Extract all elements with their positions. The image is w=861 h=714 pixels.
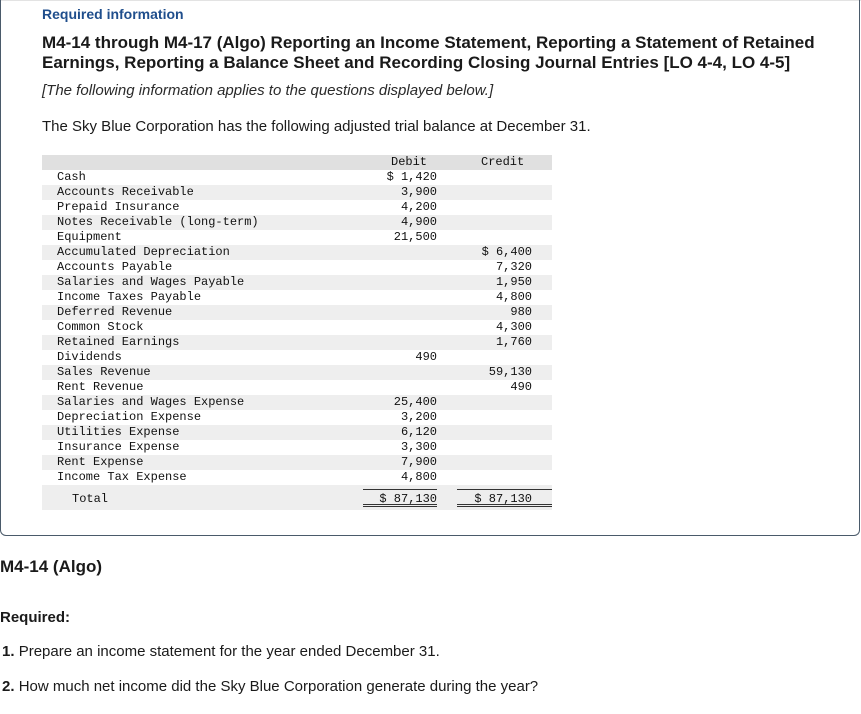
account-name: Deferred Revenue xyxy=(57,305,173,319)
table-row xyxy=(42,185,552,200)
table-row xyxy=(42,455,552,470)
account-name: Prepaid Insurance xyxy=(57,200,180,214)
account-name: Accounts Receivable xyxy=(57,185,194,199)
credit-amount: 7,320 xyxy=(495,260,532,274)
table-row xyxy=(42,215,552,230)
table-row xyxy=(42,260,552,275)
table-row xyxy=(42,335,552,350)
table-row xyxy=(42,350,552,365)
account-name: Notes Receivable (long-term) xyxy=(57,215,259,229)
credit-amount: $ 6,400 xyxy=(481,245,532,259)
table-row xyxy=(42,290,552,305)
account-name: Accounts Payable xyxy=(57,260,173,274)
table-row xyxy=(42,425,552,440)
table-row xyxy=(42,320,552,335)
debit-header: Debit xyxy=(391,155,428,169)
debit-amount: 4,200 xyxy=(400,200,437,214)
credit-amount: 490 xyxy=(510,380,532,394)
debit-amount: 3,200 xyxy=(400,410,437,424)
table-row xyxy=(42,200,552,215)
trial-balance-table xyxy=(42,155,552,510)
total-label: Total xyxy=(72,492,109,506)
account-name: Retained Earnings xyxy=(57,335,180,349)
debit-amount: 490 xyxy=(415,350,437,364)
debit-amount: 21,500 xyxy=(393,230,437,244)
table-row xyxy=(42,410,552,425)
table-row xyxy=(42,440,552,455)
applies-note: [The following information applies to the questions displayed below.] xyxy=(42,82,494,99)
trial-balance-header xyxy=(42,155,552,170)
table-row xyxy=(42,170,552,185)
debit-amount: 3,300 xyxy=(400,440,437,454)
credit-amount: 1,950 xyxy=(495,275,532,289)
section-title: M4-14 (Algo) xyxy=(0,557,102,576)
total-row xyxy=(42,485,552,510)
account-name: Salaries and Wages Expense xyxy=(57,395,245,409)
question-2 xyxy=(2,678,538,695)
account-name: Salaries and Wages Payable xyxy=(57,275,245,289)
table-row xyxy=(42,365,552,380)
debit-amount: 25,400 xyxy=(393,395,437,409)
account-name: Sales Revenue xyxy=(57,365,151,379)
table-row xyxy=(42,380,552,395)
question-number: 1. xyxy=(2,643,15,660)
required-information-label: Required information xyxy=(42,6,184,22)
top-divider xyxy=(0,0,861,1)
debit-amount: 3,900 xyxy=(400,185,437,199)
account-name: Dividends xyxy=(57,350,122,364)
total-credit: $ 87,130 xyxy=(457,489,552,507)
table-row xyxy=(42,230,552,245)
account-name: Insurance Expense xyxy=(57,440,180,454)
account-name: Rent Revenue xyxy=(57,380,144,394)
table-row xyxy=(42,305,552,320)
credit-amount: 1,760 xyxy=(495,335,532,349)
debit-amount: 7,900 xyxy=(400,455,437,469)
table-row xyxy=(42,395,552,410)
account-name: Equipment xyxy=(57,230,122,244)
credit-amount: 980 xyxy=(510,305,532,319)
debit-amount: 4,800 xyxy=(400,470,437,484)
question-text: Prepare an income statement for the year ended December 31. xyxy=(18,643,440,660)
account-name: Income Taxes Payable xyxy=(57,290,202,304)
table-row xyxy=(42,245,552,260)
problem-intro: The Sky Blue Corporation has the following adjusted trial balance at December 31. xyxy=(42,118,591,135)
table-row xyxy=(42,470,552,485)
account-name: Income Tax Expense xyxy=(57,470,187,484)
problem-title: M4-14 through M4-17 (Algo) Reporting an Income Statement, Reporting a Statement of Retained Earnings, Reporting a Balance Sheet and Recording Closing Journal Entries [LO 4-4, LO 4-5] xyxy=(42,33,815,72)
credit-amount: 59,130 xyxy=(488,365,532,379)
account-name: Accumulated Depreciation xyxy=(57,245,230,259)
account-name: Common Stock xyxy=(57,320,144,334)
account-name: Cash xyxy=(57,170,86,184)
required-label: Required: xyxy=(0,609,71,626)
debit-amount: $ 1,420 xyxy=(386,170,437,184)
credit-amount: 4,300 xyxy=(495,320,532,334)
question-text: How much net income did the Sky Blue Corporation generate during the year? xyxy=(18,678,539,695)
total-debit: $ 87,130 xyxy=(363,489,437,507)
debit-amount: 4,900 xyxy=(400,215,437,229)
account-name: Rent Expense xyxy=(57,455,144,469)
account-name: Utilities Expense xyxy=(57,425,180,439)
question-1 xyxy=(2,643,440,660)
table-row xyxy=(42,275,552,290)
account-name: Depreciation Expense xyxy=(57,410,202,424)
question-number: 2. xyxy=(2,678,15,695)
credit-header: Credit xyxy=(481,155,525,169)
credit-amount: 4,800 xyxy=(495,290,532,304)
debit-amount: 6,120 xyxy=(400,425,437,439)
